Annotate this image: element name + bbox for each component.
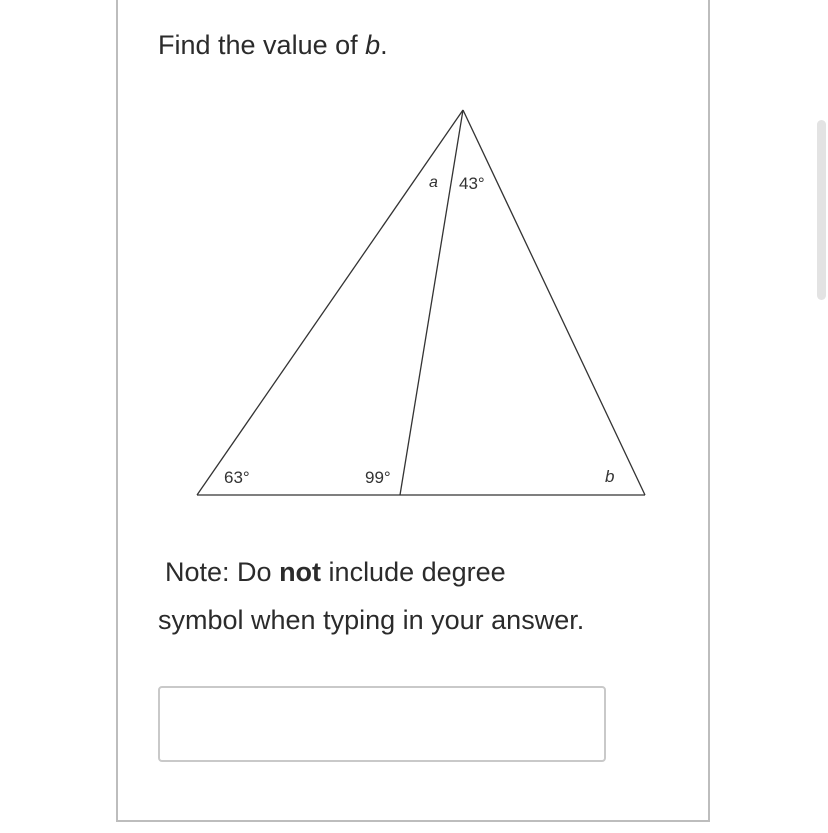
note-rest: include degree bbox=[321, 557, 506, 587]
question-prefix: Find the value of bbox=[158, 30, 366, 60]
label-bottom-left-angle: 63° bbox=[224, 468, 250, 487]
triangle-right-side bbox=[463, 110, 645, 495]
label-foot-angle: 99° bbox=[365, 468, 391, 487]
note-lead: Note: Do bbox=[165, 557, 280, 587]
label-bottom-right-angle: b bbox=[605, 467, 615, 486]
question-suffix: . bbox=[380, 30, 388, 60]
note-line-1 bbox=[158, 548, 678, 596]
answer-input[interactable] bbox=[158, 686, 606, 762]
note-text bbox=[158, 548, 678, 644]
cevian-line bbox=[400, 110, 463, 495]
question-variable: b bbox=[365, 30, 381, 60]
note-bold-word: not bbox=[279, 557, 322, 587]
note-line-2: symbol when typing in your answer. bbox=[158, 605, 585, 635]
label-apex-right-angle: 43° bbox=[459, 174, 485, 193]
label-apex-left-angle: a bbox=[429, 174, 438, 191]
triangle-left-side bbox=[197, 110, 463, 495]
